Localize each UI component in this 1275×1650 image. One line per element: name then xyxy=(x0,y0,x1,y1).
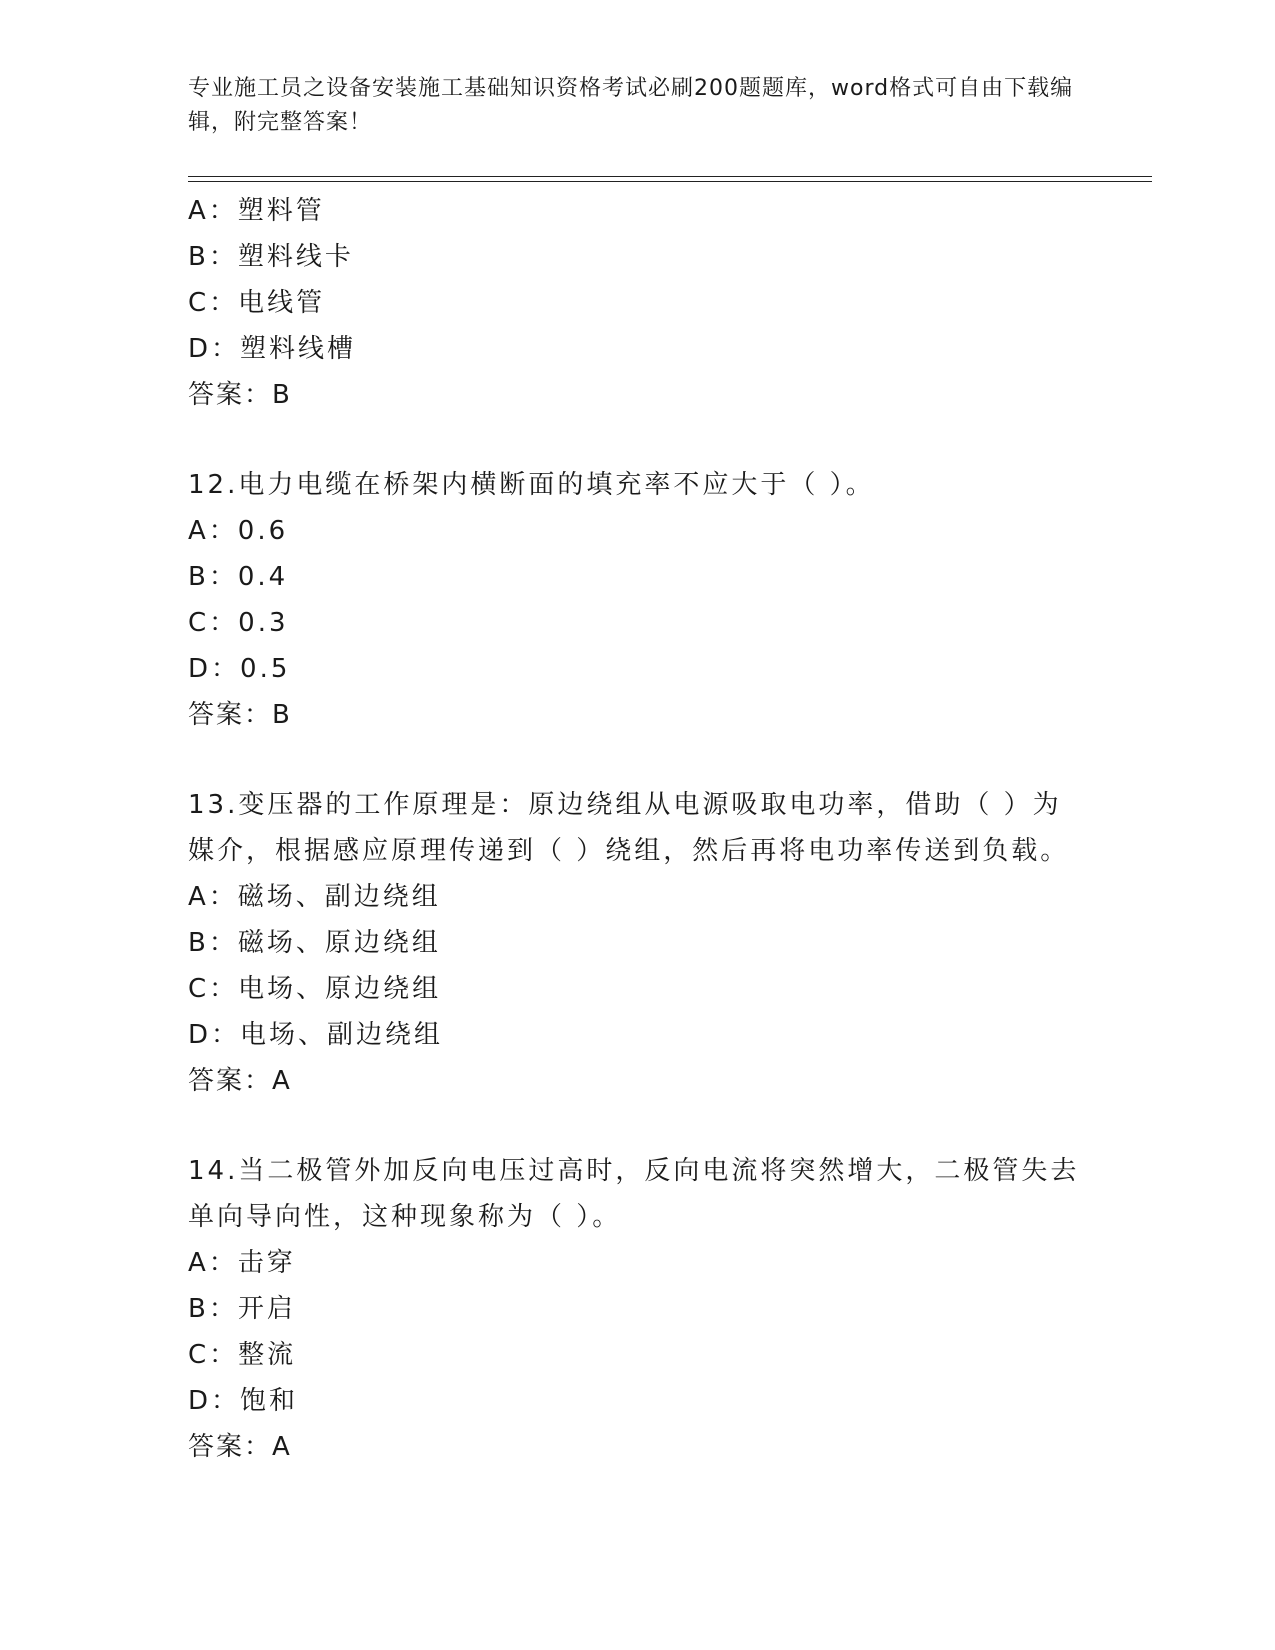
option-c: C：电线管 xyxy=(188,288,326,318)
option-b: B：塑料线卡 xyxy=(188,242,354,272)
answer-line: 答案：A xyxy=(188,1066,292,1096)
option-a: A：击穿 xyxy=(188,1248,296,1278)
question-stem: 12.电力电缆在桥架内横断面的填充率不应大于（ ）。 xyxy=(188,470,875,500)
document-header: 专业施工员之设备安装施工基础知识资格考试必刷200题题库，word格式可自由下载编辑，附完整答案！ xyxy=(188,76,1074,135)
spacer xyxy=(188,1104,1088,1148)
option-c: C：整流 xyxy=(188,1340,297,1370)
option-b: B：开启 xyxy=(188,1294,296,1324)
header-divider-top xyxy=(188,176,1152,177)
question-stem: 13.变压器的工作原理是：原边绕组从电源吸取电功率，借助（ ）为媒介，根据感应原理传递到（ ）绕组，然后再将电功率传送到负载。 xyxy=(188,790,1070,866)
option-d: D：电场、副边绕组 xyxy=(188,1020,444,1050)
answer-line: 答案：A xyxy=(188,1432,292,1462)
question-stem: 14.当二极管外加反向电压过高时，反向电流将突然增大，二极管失去单向导向性，这种现象称为（ ）。 xyxy=(188,1156,1080,1232)
question-list xyxy=(188,188,1088,1470)
option-c: C：0.3 xyxy=(188,608,289,638)
spacer xyxy=(188,738,1088,782)
answer-line: 答案：B xyxy=(188,700,292,730)
question-14 xyxy=(188,1148,1088,1470)
option-d: D：饱和 xyxy=(188,1386,299,1416)
option-b: B：0.4 xyxy=(188,562,289,592)
answer-line: 答案：B xyxy=(188,380,292,410)
question-12 xyxy=(188,462,1088,738)
option-a: A：0.6 xyxy=(188,516,289,546)
option-a: A：磁场、副边绕组 xyxy=(188,882,441,912)
option-a: A：塑料管 xyxy=(188,196,325,226)
option-c: C：电场、原边绕组 xyxy=(188,974,442,1004)
question-11-continued xyxy=(188,188,1088,418)
header-divider-bottom xyxy=(188,181,1152,182)
option-d: D：塑料线槽 xyxy=(188,334,357,364)
spacer xyxy=(188,418,1088,462)
question-13 xyxy=(188,782,1088,1104)
option-d: D：0.5 xyxy=(188,654,291,684)
option-b: B：磁场、原边绕组 xyxy=(188,928,441,958)
